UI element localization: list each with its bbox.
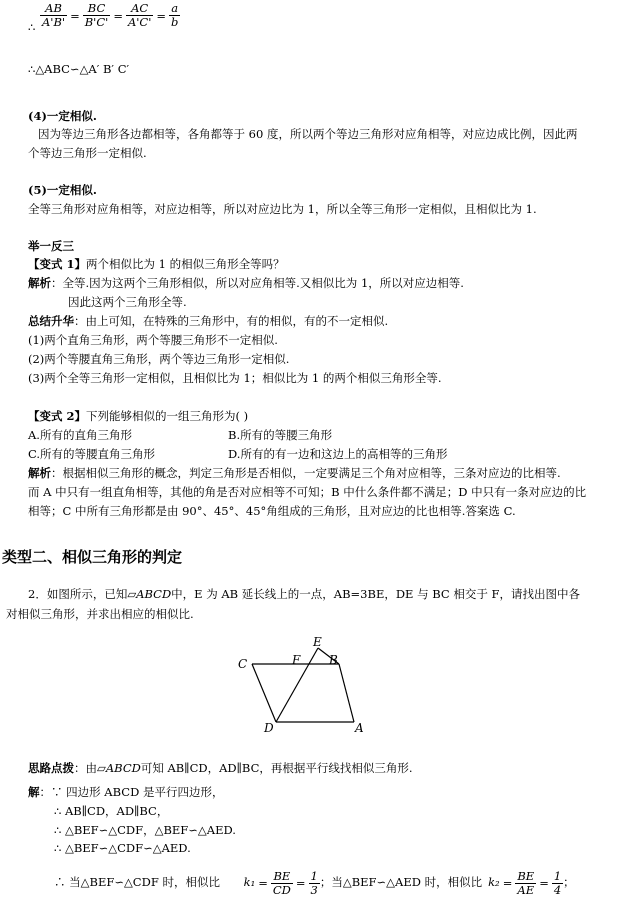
variant2: 【变式 2】下列能够相似的一组三角形为( ) [28,409,249,423]
heading-4: (4)一定相似. [28,109,97,123]
k1-symbol: k₁ [243,875,256,889]
analysis2-line2: 而 A 中只有一组直角相等，其他的角是否对应相等不可知；B 中什么条件都不满足；D 中只有一条对应边的比 [28,485,587,499]
solution-line1: 解：∵ 四边形 ABCD 是平行四边形， [28,785,224,799]
p5-line1: 全等三角形对应角相等，对应边相等，所以对应边比为 1，所以全等三角形一定相似，且相似比为 1. [28,202,537,216]
fraction: $\frac{AB}{A'B'}$ [42,1,66,29]
label-a: A [355,721,364,734]
analysis1-line2: 因此这两个三角形全等. [68,295,187,309]
label-c: C [238,657,248,671]
label-b: B [329,653,338,667]
option-d: D.所有的有一边和这边上的高相等的三角形 [228,447,448,461]
segment-ba [339,664,354,722]
proportion-equation: $\frac{AB}{A'B'}$ = $\frac{BC}{B'C'}$ = $\frac{AC}{A'C'}$ = $\frac{a}{b}$ [42,1,179,29]
option-a: A.所有的直角三角形 [28,428,132,442]
solution-line2: ∴ AB∥CD，AD∥BC， [54,804,169,818]
similar-statement: ∴△ABC∽△A′ B′ C′ [28,62,130,76]
p4-line1: 因为等边三角形各边都相等，各角都等于 60 度，所以两个等边三角形对应角相等，对应边成比例，因此两 [38,127,578,141]
therefore-symbol: ∴ [28,20,36,34]
label-d: D [264,721,274,734]
jyfs-heading: 举一反三 [28,239,74,253]
question-2-line2: 对相似三角形，并求出相应的相似比. [6,607,194,621]
segment-dc [252,664,276,722]
summary-3: (3)两个全等三角形一定相似，且相似比为 1；相似比为 1 的两个相似三角形全等. [28,371,442,385]
label-f: F [292,653,301,667]
section-title: 类型二、相似三角形的判定 [2,548,183,566]
fraction: $\frac{AC}{A'C'}$ [127,1,152,29]
analysis2-line3: 相等；C 中所有三角形都是由 90°、45°、45°角组成的三角形，且对应边的比也相等.答案选 C. [28,504,516,518]
option-b: B.所有的等腰三角形 [228,428,333,442]
solution-line3: ∴ △BEF∽△CDF，△BEF∽△AED. [54,823,236,837]
solution-line5: ∴ 当△BEF∽△CDF 时，相似比 k₁ = $\frac{BE}{CD}$ = $\frac{1}{3}$ ；当△BEF∽△AED 时，相似比 k₂ = $\frac{BE}{AE}$ = $\frac{1}{4}$ ； [54,868,575,897]
question-2-line1: 2．如图所示，已知▱ABCD中，E 为 AB 延长线上的一点，AB=3BE，DE 与 BC 相交于 F，请找出图中各 [28,587,581,601]
fraction: $\frac{BC}{B'C'}$ [84,1,109,29]
fraction: $\frac{1}{4}$ [553,868,562,897]
solution-line4: ∴ △BEF∽△CDF∽△AED. [54,841,191,855]
fraction: $\frac{BE}{CD}$ [272,868,291,897]
fraction: $\frac{1}{3}$ [310,868,318,897]
heading-5: (5)一定相似. [28,183,97,197]
p4-line2: 个等边三角形一定相似. [28,146,147,160]
hint-line: 思路点拨：由▱ABCD可知 AB∥CD，AD∥BC，再根据平行线找相似三角形. [28,761,413,775]
fraction: $\frac{BE}{AE}$ [517,868,535,897]
analysis2-line1: 解析：根据相似三角形的概念，判定三角形是否相似，一定要满足三个角对应相等，三条对应边的比相等. [28,466,561,480]
fraction: $\frac{a}{b}$ [171,1,179,29]
geometry-figure [228,634,368,734]
label-e: E [313,635,322,649]
k2-symbol: k₂ [488,875,500,889]
parallelogram-label: ▱ABCD [127,587,172,601]
option-c: C.所有的等腰直角三角形 [28,447,156,461]
summary-1: (1)两个直角三角形，两个等腰三角形不一定相似. [28,333,278,347]
analysis1: 解析：全等.因为这两个三角形相似，所以对应角相等.又相似比为 1，所以对应边相等. [28,276,464,290]
summary-2: (2)两个等腰直角三角形，两个等边三角形一定相似. [28,352,290,366]
summary: 总结升华：由上可知，在特殊的三角形中，有的相似，有的不一定相似. [28,314,389,328]
variant1: 【变式 1】两个相似比为 1 的相似三角形全等吗？ [28,257,285,271]
